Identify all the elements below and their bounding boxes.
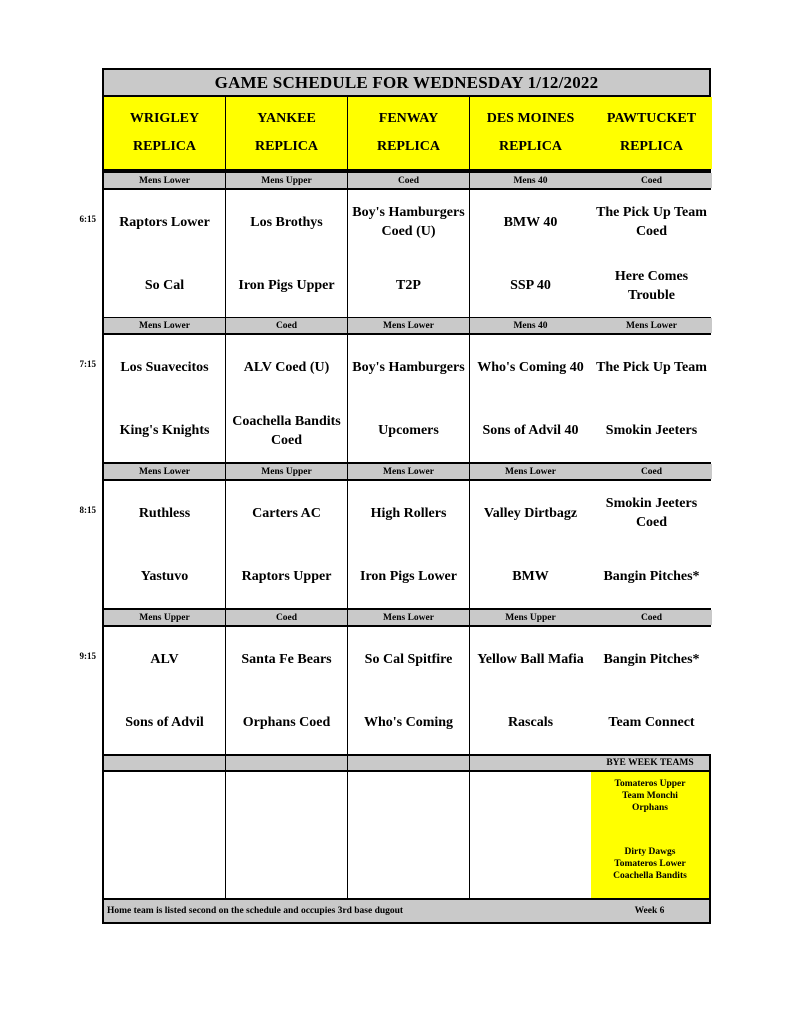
home-team: Sons of Advil [104, 691, 225, 754]
away-team: Boy's Hamburgers [348, 335, 469, 399]
field-sub: REPLICA [254, 139, 318, 154]
home-team: Bangin Pitches* [591, 545, 712, 608]
division-label: Mens Upper [470, 610, 591, 625]
division-label: Mens Lower [470, 464, 591, 479]
away-team: Yellow Ball Mafia [470, 627, 591, 691]
division-label: Mens Lower [104, 464, 225, 479]
division-label: Mens Upper [226, 173, 347, 188]
division-label: Mens Lower [348, 318, 469, 333]
home-team: Here Comes Trouble [591, 254, 712, 317]
home-team: BMW [470, 545, 591, 608]
home-team: So Cal [104, 254, 225, 317]
home-team: Raptors Upper [226, 545, 347, 608]
home-team: Rascals [470, 691, 591, 754]
bye-group-2 [613, 846, 687, 882]
division-label: Mens Lower [591, 318, 712, 333]
division-label: Mens Upper [104, 610, 225, 625]
field-name: DES MOINES [486, 111, 575, 126]
field-header-3 [470, 97, 591, 169]
field-sub: REPLICA [376, 139, 440, 154]
division-label: Coed [226, 318, 347, 333]
bye-week-header: BYE WEEK TEAMS [591, 756, 709, 770]
bye-header-blank [470, 756, 591, 770]
home-team: Orphans Coed [226, 691, 347, 754]
field-header-0 [104, 97, 225, 169]
field-sub: REPLICA [498, 139, 562, 154]
bye-team: Dirty Dawgs [624, 847, 676, 857]
bye-week-teams [591, 772, 709, 898]
division-label: Mens Lower [104, 318, 225, 333]
schedule-title: GAME SCHEDULE FOR WEDNESDAY 1/12/2022 [104, 70, 709, 95]
division-label: Coed [591, 464, 712, 479]
home-team: King's Knights [104, 399, 225, 462]
bye-header-blank [348, 756, 469, 770]
away-team: Valley Dirtbagz [470, 481, 591, 545]
home-team: Smokin Jeeters [591, 399, 712, 462]
bye-blank-cell [348, 772, 469, 898]
division-label: Mens Upper [226, 464, 347, 479]
field-name: YANKEE [257, 111, 316, 126]
bye-team: Team Monchi [622, 791, 678, 801]
away-team: Bangin Pitches* [591, 627, 712, 691]
home-team: Upcomers [348, 399, 469, 462]
away-team: Los Brothys [226, 190, 347, 254]
home-team: Coachella Bandits Coed [226, 399, 347, 462]
away-team: So Cal Spitfire [348, 627, 469, 691]
bye-blank-cell [104, 772, 225, 898]
bye-team: Coachella Bandits [613, 871, 687, 881]
bye-header-blank [226, 756, 347, 770]
away-team: BMW 40 [470, 190, 591, 254]
bye-header-blank [104, 756, 225, 770]
footer-note: Home team is listed second on the schedule and occupies 3rd base dugout [104, 900, 590, 922]
week-label: Week 6 [590, 900, 709, 922]
time-slot-label: 9:15 [79, 651, 96, 661]
division-label: Mens 40 [470, 318, 591, 333]
home-team: T2P [348, 254, 469, 317]
bye-team: Tomateros Upper [614, 779, 686, 789]
home-team: SSP 40 [470, 254, 591, 317]
away-team: Raptors Lower [104, 190, 225, 254]
away-team: Los Suavecitos [104, 335, 225, 399]
division-label: Coed [226, 610, 347, 625]
field-name: PAWTUCKET [606, 111, 697, 126]
away-team: Ruthless [104, 481, 225, 545]
division-label: Coed [348, 173, 469, 188]
field-name: FENWAY [378, 111, 439, 126]
field-header-2 [348, 97, 469, 169]
division-label: Coed [591, 173, 712, 188]
away-team: Boy's Hamburgers Coed (U) [348, 190, 469, 254]
field-header-1 [226, 97, 347, 169]
home-team: Iron Pigs Lower [348, 545, 469, 608]
away-team: ALV [104, 627, 225, 691]
division-label: Mens 40 [470, 173, 591, 188]
away-team: The Pick Up Team [591, 335, 712, 399]
bye-blank-cell [226, 772, 347, 898]
bye-team: Tomateros Lower [614, 859, 686, 869]
home-team: Yastuvo [104, 545, 225, 608]
away-team: The Pick Up Team Coed [591, 190, 712, 254]
division-label: Mens Lower [348, 464, 469, 479]
schedule-table [102, 68, 711, 924]
field-sub: REPLICA [619, 139, 683, 154]
home-team: Iron Pigs Upper [226, 254, 347, 317]
home-team: Team Connect [591, 691, 712, 754]
bye-team: Orphans [632, 803, 668, 813]
away-team: Santa Fe Bears [226, 627, 347, 691]
away-team: Smokin Jeeters Coed [591, 481, 712, 545]
division-label: Mens Lower [104, 173, 225, 188]
away-team: Who's Coming 40 [470, 335, 591, 399]
away-team: ALV Coed (U) [226, 335, 347, 399]
home-team: Who's Coming [348, 691, 469, 754]
away-team: Carters AC [226, 481, 347, 545]
division-label: Mens Lower [348, 610, 469, 625]
division-label: Coed [591, 610, 712, 625]
field-name: WRIGLEY [129, 111, 200, 126]
time-slot-label: 6:15 [79, 214, 96, 224]
time-slot-label: 7:15 [79, 359, 96, 369]
field-sub: REPLICA [132, 139, 196, 154]
time-slot-label: 8:15 [79, 505, 96, 515]
field-header-4 [591, 97, 712, 169]
bye-group-1 [615, 778, 686, 814]
home-team: Sons of Advil 40 [470, 399, 591, 462]
away-team: High Rollers [348, 481, 469, 545]
bye-blank-cell [470, 772, 591, 898]
